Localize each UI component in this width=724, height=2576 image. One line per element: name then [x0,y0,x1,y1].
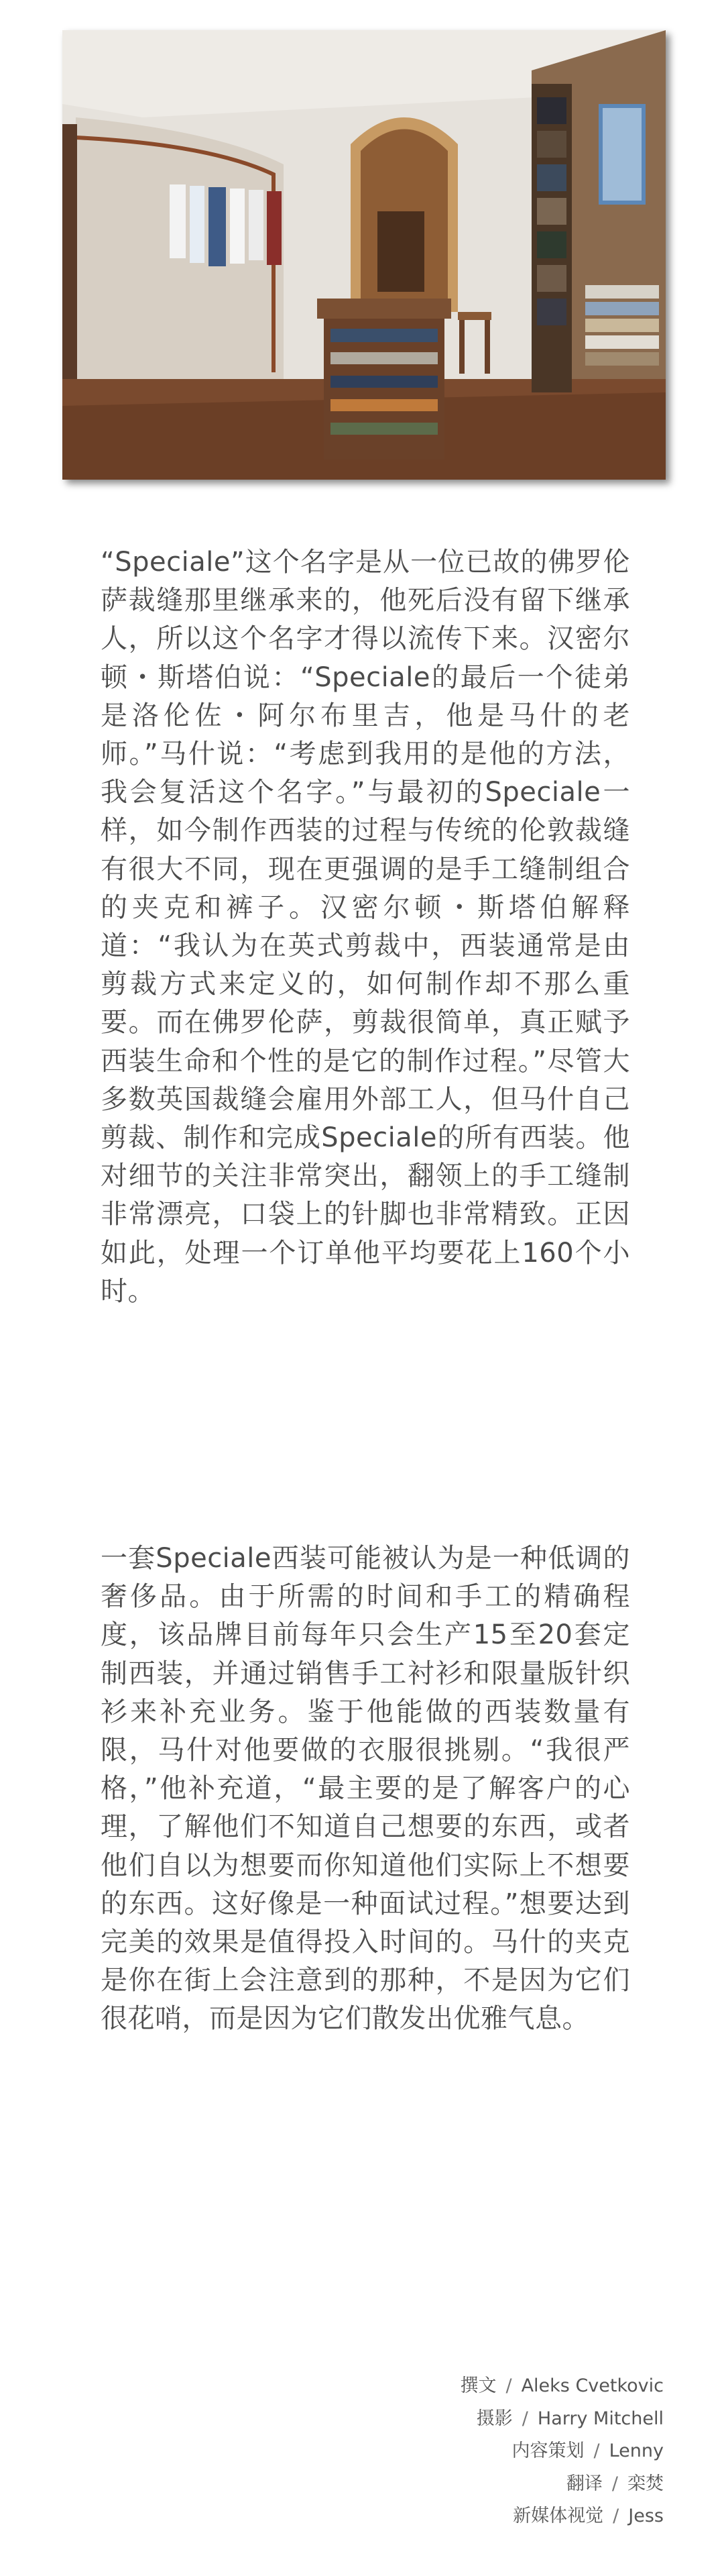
credit-person: Lenny [609,2440,664,2461]
shop-interior-illustration [62,30,666,480]
credit-role: 内容策划 [511,2440,585,2461]
credit-person: Harry Mitchell [537,2408,664,2429]
credit-planner [460,2435,664,2468]
credit-writer [460,2370,664,2403]
credit-separator: / [611,2473,618,2494]
credit-separator: / [505,2375,512,2396]
credit-role: 新媒体视觉 [513,2506,604,2526]
credit-role: 撰文 [460,2375,497,2396]
shop-interior-photo [62,30,666,480]
credit-translator [460,2468,664,2501]
credit-separator: / [593,2440,600,2461]
credit-role: 翻译 [566,2473,603,2494]
article-paragraph-2: 一套Speciale西装可能被认为是一种低调的奢侈品。由于所需的时间和手工的精确程度，该品牌目前每年只会生产15至20套定制西装，并通过销售手工衬衫和限量版针织衫来补充业务。鉴于他能做的西装数量有限，马什对他要做的衣服很挑剔。“我很严格，”他补充道，“最主要的是了解客户的心理，了解他们不知道自己想要的东西，或者他们自以为想要而你知道他们实际上不想要的东西。这好像是一种面试过程。”想要达到完美的效果是值得投入时间的。马什的夹克是你在街上会注意到的那种，不是因为它们很花哨，而是因为它们散发出优雅气息。 [101,1543,630,2035]
article-paragraph-1: “Speciale”这个名字是从一位已故的佛罗伦萨裁缝那里继承来的，他死后没有留下继承人，所以这个名字才得以流传下来。汉密尔顿・斯塔伯说：“Speciale的最后一个徒弟是洛伦佐・阿尔布里吉，他是马什的老师。”马什说：“考虑到我用的是他的方法，我会复活这个名字。”与最初的Speciale一样，如今制作西装的过程与传统的伦敦裁缝有很大不同，现在更强调的是手工缝制组合的夹克和裤子。汉密尔顿・斯塔伯解释道：“我认为在英式剪裁中，西装通常是由剪裁方式来定义的，如何制作却不那么重要。而在佛罗伦萨，剪裁很简单，真正赋予西装生命和个性的是它的制作过程。”尽管大多数英国裁缝会雇用外部工人，但马什自己剪裁、制作和完成Speciale的所有西装。他对细节的关注非常突出，翻领上的手工缝制非常漂亮，口袋上的针脚也非常精致。正因如此，处理一个订单他平均要花上160个小时。 [101,547,630,1307]
credits-block [460,2370,664,2533]
credit-separator: / [613,2506,619,2526]
credit-person: Aleks Cvetkovic [521,2375,664,2396]
credit-visual [460,2500,664,2533]
credit-photographer [460,2403,664,2436]
credit-person: Jess [628,2506,664,2526]
credit-role: 摄影 [476,2408,513,2429]
credit-person: 栾焚 [627,2473,664,2494]
credit-separator: / [522,2408,528,2429]
